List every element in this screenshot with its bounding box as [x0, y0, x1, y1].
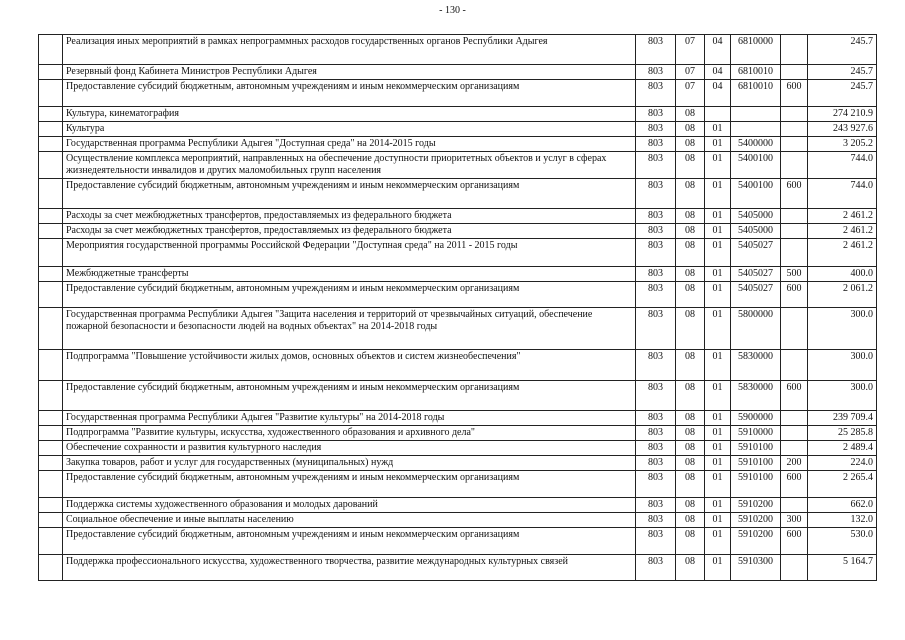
- row-section-code: 08: [676, 555, 705, 581]
- row-index-cell: [39, 209, 63, 224]
- row-index-cell: [39, 381, 63, 411]
- table-row: [39, 137, 877, 152]
- row-index-cell: [39, 555, 63, 581]
- table-row: [39, 65, 877, 80]
- row-expense-type: [781, 137, 808, 152]
- table-row: [39, 381, 877, 411]
- table-row: [39, 441, 877, 456]
- row-subsection-code: 01: [705, 555, 731, 581]
- row-expense-type: [781, 224, 808, 239]
- row-name: Культура, кинематография: [63, 107, 636, 122]
- table-row: [39, 239, 877, 267]
- row-target-item: 5405027: [731, 239, 781, 267]
- row-subsection-code: 01: [705, 224, 731, 239]
- row-ministry-code: 803: [636, 456, 676, 471]
- row-section-code: 08: [676, 441, 705, 456]
- table-row: [39, 122, 877, 137]
- row-name: Подпрограмма "Развитие культуры, искусства, художественного образования и архивного дела": [63, 426, 636, 441]
- row-ministry-code: 803: [636, 80, 676, 107]
- row-target-item: 5910200: [731, 513, 781, 528]
- row-target-item: 6810000: [731, 35, 781, 65]
- row-index-cell: [39, 107, 63, 122]
- row-expense-type: [781, 426, 808, 441]
- row-name: Социальное обеспечение и иные выплаты населению: [63, 513, 636, 528]
- row-expense-type: 600: [781, 471, 808, 498]
- row-ministry-code: 803: [636, 122, 676, 137]
- row-index-cell: [39, 137, 63, 152]
- row-name: Предоставление субсидий бюджетным, автономным учреждениям и иным некоммерческим организациям: [63, 528, 636, 555]
- row-ministry-code: 803: [636, 65, 676, 80]
- row-name: Осуществление комплекса мероприятий, направленных на обеспечение доступности приоритетных объектов и услуг в сферах жизнедеятельности инвалидов и других маломобильных групп населения: [63, 152, 636, 179]
- row-ministry-code: 803: [636, 209, 676, 224]
- table-row: [39, 224, 877, 239]
- table-row: [39, 35, 877, 65]
- row-expense-type: [781, 107, 808, 122]
- row-subsection-code: 01: [705, 381, 731, 411]
- table-row: [39, 513, 877, 528]
- row-ministry-code: 803: [636, 498, 676, 513]
- row-name: Реализация иных мероприятий в рамках непрограммных расходов государственных органов Республики Адыгея: [63, 35, 636, 65]
- row-target-item: 5830000: [731, 381, 781, 411]
- row-target-item: [731, 122, 781, 137]
- row-target-item: 5910300: [731, 555, 781, 581]
- row-target-item: [731, 107, 781, 122]
- row-section-code: 08: [676, 308, 705, 350]
- row-subsection-code: 01: [705, 282, 731, 308]
- row-index-cell: [39, 224, 63, 239]
- row-target-item: 5910100: [731, 441, 781, 456]
- row-section-code: 08: [676, 411, 705, 426]
- row-section-code: 08: [676, 209, 705, 224]
- row-name: Предоставление субсидий бюджетным, автономным учреждениям и иным некоммерческим организациям: [63, 282, 636, 308]
- row-target-item: 5910200: [731, 498, 781, 513]
- row-target-item: 5400100: [731, 152, 781, 179]
- row-section-code: 08: [676, 528, 705, 555]
- row-subsection-code: 01: [705, 179, 731, 209]
- row-ministry-code: 803: [636, 441, 676, 456]
- row-amount: 3 205.2: [808, 137, 877, 152]
- row-name: Поддержка системы художественного образования и молодых дарований: [63, 498, 636, 513]
- row-section-code: 08: [676, 152, 705, 179]
- table-row: [39, 308, 877, 350]
- row-name: Межбюджетные трансферты: [63, 267, 636, 282]
- row-ministry-code: 803: [636, 107, 676, 122]
- row-amount: 245.7: [808, 80, 877, 107]
- row-subsection-code: 04: [705, 65, 731, 80]
- row-name: Государственная программа Республики Адыгея "Защита населения и территорий от чрезвычайных ситуаций, обеспечение пожарной безопасности и безопасности людей на водных объектах" на 2014-2018 годы: [63, 308, 636, 350]
- row-name: Предоставление субсидий бюджетным, автономным учреждениям и иным некоммерческим организациям: [63, 471, 636, 498]
- row-ministry-code: 803: [636, 35, 676, 65]
- table-row: [39, 350, 877, 381]
- row-section-code: 08: [676, 513, 705, 528]
- row-amount: 2 461.2: [808, 209, 877, 224]
- row-subsection-code: 01: [705, 498, 731, 513]
- row-section-code: 08: [676, 350, 705, 381]
- table-row: [39, 471, 877, 498]
- row-expense-type: [781, 65, 808, 80]
- row-index-cell: [39, 426, 63, 441]
- row-name: Предоставление субсидий бюджетным, автономным учреждениям и иным некоммерческим организациям: [63, 80, 636, 107]
- row-target-item: 5800000: [731, 308, 781, 350]
- row-section-code: 07: [676, 35, 705, 65]
- row-target-item: 5900000: [731, 411, 781, 426]
- row-subsection-code: 01: [705, 137, 731, 152]
- row-target-item: 5405027: [731, 267, 781, 282]
- table-row: [39, 411, 877, 426]
- row-target-item: 5910200: [731, 528, 781, 555]
- row-amount: 2 265.4: [808, 471, 877, 498]
- row-name: Расходы за счет межбюджетных трансфертов, предоставляемых из федерального бюджета: [63, 209, 636, 224]
- row-amount: 530.0: [808, 528, 877, 555]
- table-row: [39, 426, 877, 441]
- budget-table: [38, 34, 877, 581]
- row-index-cell: [39, 411, 63, 426]
- row-expense-type: 600: [781, 381, 808, 411]
- row-index-cell: [39, 179, 63, 209]
- row-expense-type: [781, 498, 808, 513]
- row-subsection-code: 04: [705, 35, 731, 65]
- table-row: [39, 498, 877, 513]
- row-name: Поддержка профессионального искусства, художественного творчества, развитие международных культурных связей: [63, 555, 636, 581]
- row-ministry-code: 803: [636, 224, 676, 239]
- row-index-cell: [39, 122, 63, 137]
- row-ministry-code: 803: [636, 381, 676, 411]
- row-expense-type: [781, 209, 808, 224]
- row-expense-type: [781, 350, 808, 381]
- row-index-cell: [39, 513, 63, 528]
- row-expense-type: [781, 239, 808, 267]
- table-row: [39, 555, 877, 581]
- row-target-item: 5405027: [731, 282, 781, 308]
- row-section-code: 08: [676, 122, 705, 137]
- row-name: Резервный фонд Кабинета Министров Республики Адыгея: [63, 65, 636, 80]
- row-name: Культура: [63, 122, 636, 137]
- row-amount: 5 164.7: [808, 555, 877, 581]
- row-ministry-code: 803: [636, 282, 676, 308]
- row-target-item: 5910100: [731, 471, 781, 498]
- row-section-code: 07: [676, 80, 705, 107]
- row-subsection-code: 01: [705, 456, 731, 471]
- table-row: [39, 80, 877, 107]
- row-ministry-code: 803: [636, 137, 676, 152]
- row-expense-type: [781, 411, 808, 426]
- row-amount: 132.0: [808, 513, 877, 528]
- row-index-cell: [39, 267, 63, 282]
- row-expense-type: [781, 441, 808, 456]
- row-section-code: 08: [676, 107, 705, 122]
- row-expense-type: [781, 152, 808, 179]
- row-ministry-code: 803: [636, 471, 676, 498]
- row-index-cell: [39, 308, 63, 350]
- row-index-cell: [39, 152, 63, 179]
- row-target-item: 5400000: [731, 137, 781, 152]
- row-expense-type: 600: [781, 179, 808, 209]
- row-amount: 300.0: [808, 350, 877, 381]
- row-amount: 300.0: [808, 308, 877, 350]
- row-index-cell: [39, 350, 63, 381]
- row-index-cell: [39, 35, 63, 65]
- row-subsection-code: 01: [705, 239, 731, 267]
- row-amount: 25 285.8: [808, 426, 877, 441]
- row-name: Государственная программа Республики Адыгея "Доступная среда" на 2014-2015 годы: [63, 137, 636, 152]
- row-amount: 662.0: [808, 498, 877, 513]
- row-index-cell: [39, 456, 63, 471]
- row-amount: 744.0: [808, 179, 877, 209]
- row-amount: 2 061.2: [808, 282, 877, 308]
- row-expense-type: 500: [781, 267, 808, 282]
- row-subsection-code: 01: [705, 308, 731, 350]
- table-row: [39, 152, 877, 179]
- row-amount: 245.7: [808, 35, 877, 65]
- row-amount: 744.0: [808, 152, 877, 179]
- row-expense-type: 600: [781, 80, 808, 107]
- row-subsection-code: 01: [705, 471, 731, 498]
- row-index-cell: [39, 528, 63, 555]
- row-name: Обеспечение сохранности и развития культурного наследия: [63, 441, 636, 456]
- row-section-code: 08: [676, 426, 705, 441]
- row-target-item: 5400100: [731, 179, 781, 209]
- row-ministry-code: 803: [636, 239, 676, 267]
- row-ministry-code: 803: [636, 426, 676, 441]
- row-amount: 2 461.2: [808, 224, 877, 239]
- row-subsection-code: 01: [705, 426, 731, 441]
- row-subsection-code: 01: [705, 152, 731, 179]
- row-ministry-code: 803: [636, 513, 676, 528]
- row-target-item: 5405000: [731, 224, 781, 239]
- row-ministry-code: 803: [636, 528, 676, 555]
- row-subsection-code: 01: [705, 122, 731, 137]
- table-row: [39, 107, 877, 122]
- row-expense-type: [781, 308, 808, 350]
- row-section-code: 08: [676, 498, 705, 513]
- row-section-code: 08: [676, 471, 705, 498]
- row-target-item: 5405000: [731, 209, 781, 224]
- row-ministry-code: 803: [636, 411, 676, 426]
- row-section-code: 07: [676, 65, 705, 80]
- row-amount: 2 489.4: [808, 441, 877, 456]
- row-section-code: 08: [676, 381, 705, 411]
- row-index-cell: [39, 441, 63, 456]
- row-name: Государственная программа Республики Адыгея "Развитие культуры" на 2014-2018 годы: [63, 411, 636, 426]
- row-ministry-code: 803: [636, 555, 676, 581]
- row-amount: 245.7: [808, 65, 877, 80]
- row-target-item: 5910100: [731, 456, 781, 471]
- row-expense-type: 600: [781, 282, 808, 308]
- row-expense-type: [781, 35, 808, 65]
- row-name: Мероприятия государственной программы Российской Федерации "Доступная среда" на 2011 - 2015 годы: [63, 239, 636, 267]
- row-index-cell: [39, 80, 63, 107]
- row-index-cell: [39, 282, 63, 308]
- row-ministry-code: 803: [636, 350, 676, 381]
- row-expense-type: [781, 122, 808, 137]
- row-subsection-code: 01: [705, 411, 731, 426]
- row-target-item: 5910000: [731, 426, 781, 441]
- row-index-cell: [39, 239, 63, 267]
- row-section-code: 08: [676, 456, 705, 471]
- row-subsection-code: 04: [705, 80, 731, 107]
- page-number: - 130 -: [439, 5, 466, 16]
- table-row: [39, 456, 877, 471]
- row-subsection-code: [705, 107, 731, 122]
- table-row: [39, 267, 877, 282]
- row-section-code: 08: [676, 179, 705, 209]
- row-index-cell: [39, 65, 63, 80]
- row-expense-type: 300: [781, 513, 808, 528]
- row-subsection-code: 01: [705, 441, 731, 456]
- row-section-code: 08: [676, 224, 705, 239]
- row-name: Подпрограмма "Повышение устойчивости жилых домов, основных объектов и систем жизнеобеспечения": [63, 350, 636, 381]
- table-row: [39, 179, 877, 209]
- row-section-code: 08: [676, 267, 705, 282]
- row-amount: 224.0: [808, 456, 877, 471]
- row-amount: 400.0: [808, 267, 877, 282]
- row-ministry-code: 803: [636, 308, 676, 350]
- row-section-code: 08: [676, 282, 705, 308]
- row-subsection-code: 01: [705, 513, 731, 528]
- row-amount: 300.0: [808, 381, 877, 411]
- row-index-cell: [39, 471, 63, 498]
- row-amount: 2 461.2: [808, 239, 877, 267]
- row-subsection-code: 01: [705, 528, 731, 555]
- row-subsection-code: 01: [705, 209, 731, 224]
- row-ministry-code: 803: [636, 267, 676, 282]
- row-section-code: 08: [676, 239, 705, 267]
- row-ministry-code: 803: [636, 152, 676, 179]
- row-index-cell: [39, 498, 63, 513]
- row-expense-type: [781, 555, 808, 581]
- row-subsection-code: 01: [705, 350, 731, 381]
- row-ministry-code: 803: [636, 179, 676, 209]
- row-name: Расходы за счет межбюджетных трансфертов, предоставляемых из федерального бюджета: [63, 224, 636, 239]
- row-name: Предоставление субсидий бюджетным, автономным учреждениям и иным некоммерческим организациям: [63, 381, 636, 411]
- row-target-item: 5830000: [731, 350, 781, 381]
- row-expense-type: 200: [781, 456, 808, 471]
- row-expense-type: 600: [781, 528, 808, 555]
- table-row: [39, 209, 877, 224]
- row-amount: 239 709.4: [808, 411, 877, 426]
- row-name: Предоставление субсидий бюджетным, автономным учреждениям и иным некоммерческим организациям: [63, 179, 636, 209]
- row-section-code: 08: [676, 137, 705, 152]
- row-target-item: 6810010: [731, 65, 781, 80]
- row-amount: 243 927.6: [808, 122, 877, 137]
- table-row: [39, 528, 877, 555]
- row-target-item: 6810010: [731, 80, 781, 107]
- row-name: Закупка товаров, работ и услуг для государственных (муниципальных) нужд: [63, 456, 636, 471]
- row-subsection-code: 01: [705, 267, 731, 282]
- table-row: [39, 282, 877, 308]
- row-amount: 274 210.9: [808, 107, 877, 122]
